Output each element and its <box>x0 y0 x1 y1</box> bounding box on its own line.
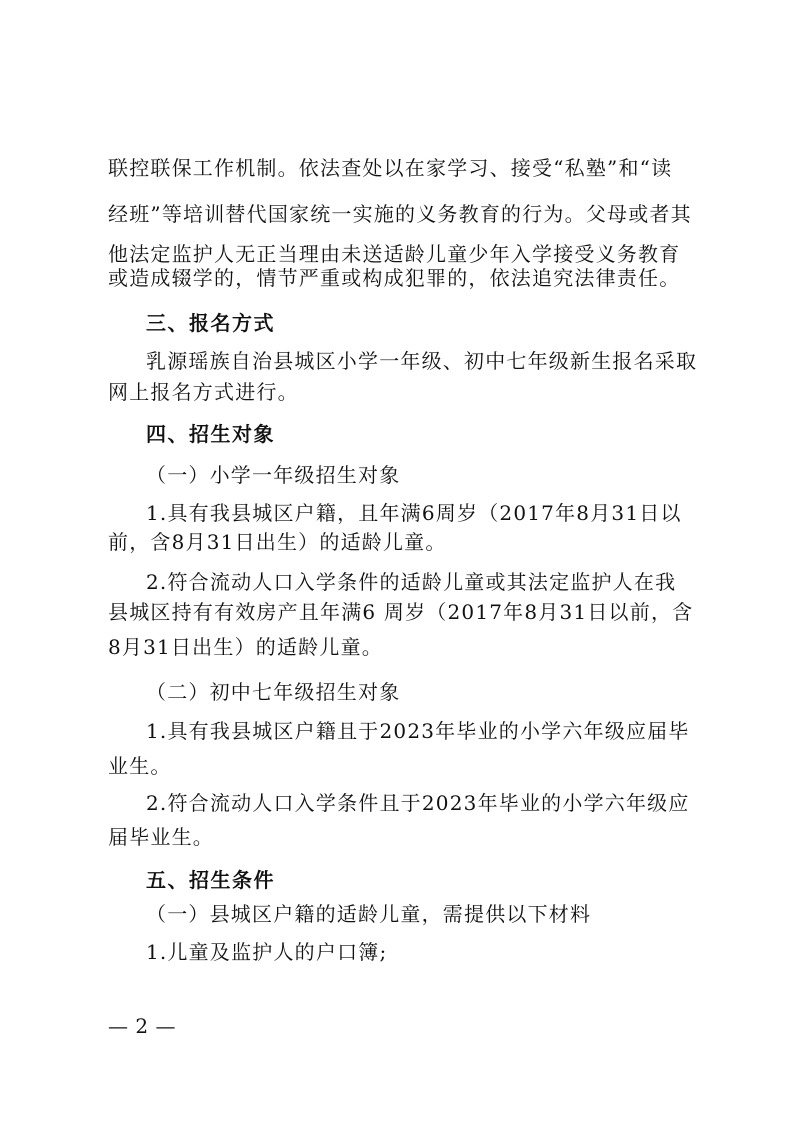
subsection-heading-county-residents: （一）县城区户籍的适龄儿童，需提供以下材料 <box>146 902 592 926</box>
paragraph-line: 联控联保工作机制。依法查处以在家学习、接受“私塾”和“读 <box>108 156 673 180</box>
section-heading-registration: 三、报名方式 <box>146 311 275 335</box>
paragraph-line: 1.具有我县城区户籍，且年满6周岁（2017年8月31日以 <box>146 501 682 525</box>
paragraph-line: 县城区持有有效房产且年满6 周岁（2017年8月31日以前，含 <box>108 600 694 624</box>
page-number: — 2 — <box>108 1014 176 1038</box>
paragraph-line: 届毕业生。 <box>108 825 214 849</box>
paragraph-line: 2.符合流动人口入学条件的适龄儿童或其法定监护人在我 <box>146 570 677 594</box>
paragraph-line: 业生。 <box>108 754 172 778</box>
section-heading-enrollment-targets: 四、招生对象 <box>146 422 275 446</box>
subsection-heading-primary-school: （一）小学一年级招生对象 <box>146 463 401 487</box>
paragraph-line: 8月31日出生）的适龄儿童。 <box>108 635 383 659</box>
paragraph-line: 1.具有我县城区户籍且于2023年毕业的小学六年级应届毕 <box>146 719 690 743</box>
paragraph-line: 乳源瑶族自治县城区小学一年级、初中七年级新生报名采取 <box>146 349 698 373</box>
paragraph-line: 1.儿童及监护人的户口簿; <box>146 940 388 964</box>
paragraph-line: 经班”等培训替代国家统一实施的义务教育的行为。父母或者其 <box>108 202 692 226</box>
paragraph-line: 或造成辍学的，情节严重或构成犯罪的，依法追究法律责任。 <box>108 266 681 290</box>
subsection-heading-junior-high: （二）初中七年级招生对象 <box>146 680 401 704</box>
paragraph-line: 2.符合流动人口入学条件且于2023年毕业的小学六年级应 <box>146 791 690 815</box>
section-heading-enrollment-conditions: 五、招生条件 <box>146 868 275 892</box>
paragraph-line: 他法定监护人无正当理由未送适龄儿童少年入学接受义务教育 <box>108 242 681 266</box>
paragraph-line: 前，含8月31日出生）的适龄儿童。 <box>108 530 447 554</box>
paragraph-line: 网上报名方式进行。 <box>108 380 299 404</box>
